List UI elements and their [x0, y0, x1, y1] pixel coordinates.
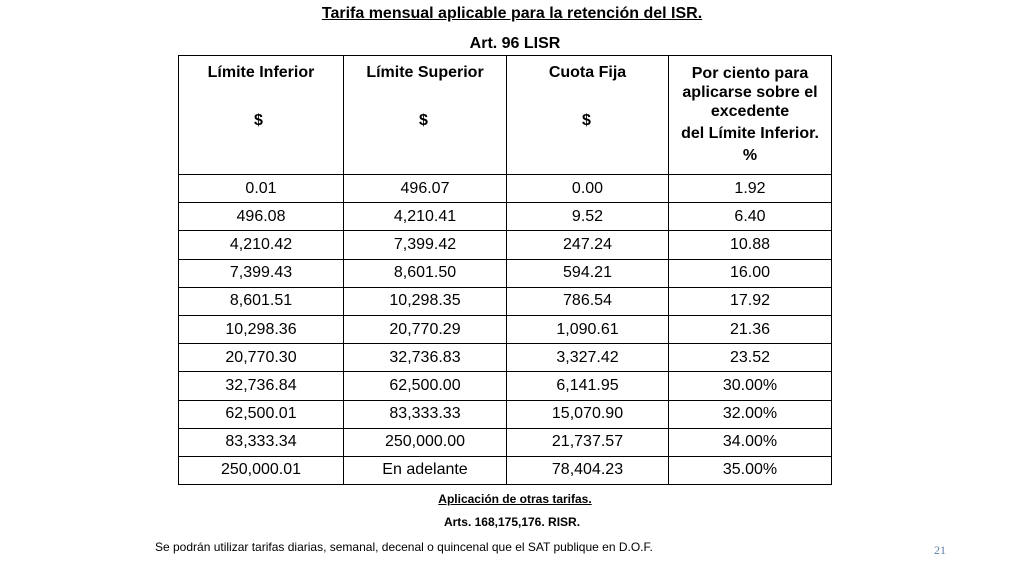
cell-cuota-fija: 78,404.23 — [507, 456, 669, 484]
cell-limite-inferior: 10,298.36 — [179, 315, 344, 343]
cell-limite-superior: 250,000.00 — [344, 428, 507, 456]
cell-limite-superior: 20,770.29 — [344, 315, 507, 343]
cell-por-ciento: 21.36 — [669, 315, 832, 343]
cell-por-ciento: 32.00% — [669, 400, 832, 428]
table-row — [179, 287, 832, 315]
header-row — [179, 56, 832, 175]
cell-cuota-fija: 6,141.95 — [507, 372, 669, 400]
tarifa-body — [179, 175, 832, 485]
tarifa-table — [178, 55, 832, 485]
table-row — [179, 456, 832, 484]
cell-limite-inferior: 20,770.30 — [179, 344, 344, 372]
page-number: 21 — [934, 543, 946, 557]
table-row — [179, 428, 832, 456]
table-row — [179, 315, 832, 343]
cell-limite-superior: 32,736.83 — [344, 344, 507, 372]
header-label: Límite Inferior — [207, 64, 315, 81]
cell-por-ciento: 1.92 — [669, 175, 832, 203]
cell-por-ciento: 30.00% — [669, 372, 832, 400]
header-limite-superior — [344, 56, 507, 175]
cell-cuota-fija: 0.00 — [507, 175, 669, 203]
header-currency: $ — [419, 112, 428, 129]
cell-limite-inferior: 496.08 — [179, 203, 344, 231]
header-limite-inferior — [179, 56, 344, 175]
header-label-line: Por ciento para — [691, 65, 809, 82]
table-row — [179, 372, 832, 400]
header-cuota-fija — [507, 56, 669, 175]
cell-cuota-fija: 15,070.90 — [507, 400, 669, 428]
cell-cuota-fija: 247.24 — [507, 231, 669, 259]
cell-cuota-fija: 786.54 — [507, 287, 669, 315]
header-currency: $ — [582, 112, 591, 129]
cell-limite-inferior: 0.01 — [179, 175, 344, 203]
cell-limite-inferior: 62,500.01 — [179, 400, 344, 428]
cell-por-ciento: 17.92 — [669, 287, 832, 315]
table-row — [179, 259, 832, 287]
cell-por-ciento: 35.00% — [669, 456, 832, 484]
header-label-line: aplicarse sobre el — [682, 84, 818, 101]
cell-limite-superior: 83,333.33 — [344, 400, 507, 428]
cell-limite-inferior: 8,601.51 — [179, 287, 344, 315]
document-subtitle: Art. 96 LISR — [469, 35, 561, 52]
document-title: Tarifa mensual aplicable para la retención del ISR. — [321, 5, 703, 22]
cell-limite-inferior: 7,399.43 — [179, 259, 344, 287]
cell-cuota-fija: 1,090.61 — [507, 315, 669, 343]
header-label: Cuota Fija — [548, 64, 627, 81]
header-currency: $ — [254, 112, 263, 129]
table-row — [179, 400, 832, 428]
header-por-ciento — [669, 56, 832, 175]
other-rates-heading: Aplicación de otras tarifas. — [438, 492, 592, 506]
header-label-line: del Límite Inferior. — [681, 125, 819, 142]
cell-limite-superior: 62,500.00 — [344, 372, 507, 400]
cell-por-ciento: 16.00 — [669, 259, 832, 287]
cell-limite-superior: 10,298.35 — [344, 287, 507, 315]
table-row — [179, 344, 832, 372]
cell-por-ciento: 34.00% — [669, 428, 832, 456]
table-row — [179, 231, 832, 259]
cell-cuota-fija: 21,737.57 — [507, 428, 669, 456]
cell-por-ciento: 10.88 — [669, 231, 832, 259]
cell-limite-superior: 8,601.50 — [344, 259, 507, 287]
cell-limite-superior: 4,210.41 — [344, 203, 507, 231]
cell-por-ciento: 23.52 — [669, 344, 832, 372]
header-label: Límite Superior — [366, 64, 484, 81]
table-row — [179, 203, 832, 231]
cell-limite-superior: 7,399.42 — [344, 231, 507, 259]
footnote: Se podrán utilizar tarifas diarias, semanal, decenal o quincenal que el SAT publique en D.O.F. — [155, 540, 653, 554]
cell-cuota-fija: 3,327.42 — [507, 344, 669, 372]
cell-limite-inferior: 250,000.01 — [179, 456, 344, 484]
table-row — [179, 175, 832, 203]
cell-por-ciento: 6.40 — [669, 203, 832, 231]
cell-cuota-fija: 594.21 — [507, 259, 669, 287]
cell-limite-superior: 496.07 — [344, 175, 507, 203]
cell-limite-inferior: 32,736.84 — [179, 372, 344, 400]
header-percent-symbol: % — [742, 147, 758, 164]
header-label-line: excedente — [710, 103, 790, 120]
cell-cuota-fija: 9.52 — [507, 203, 669, 231]
cell-limite-inferior: 4,210.42 — [179, 231, 344, 259]
regulation-articles: Arts. 168,175,176. RISR. — [443, 515, 581, 529]
cell-limite-inferior: 83,333.34 — [179, 428, 344, 456]
cell-limite-superior: En adelante — [344, 456, 507, 484]
